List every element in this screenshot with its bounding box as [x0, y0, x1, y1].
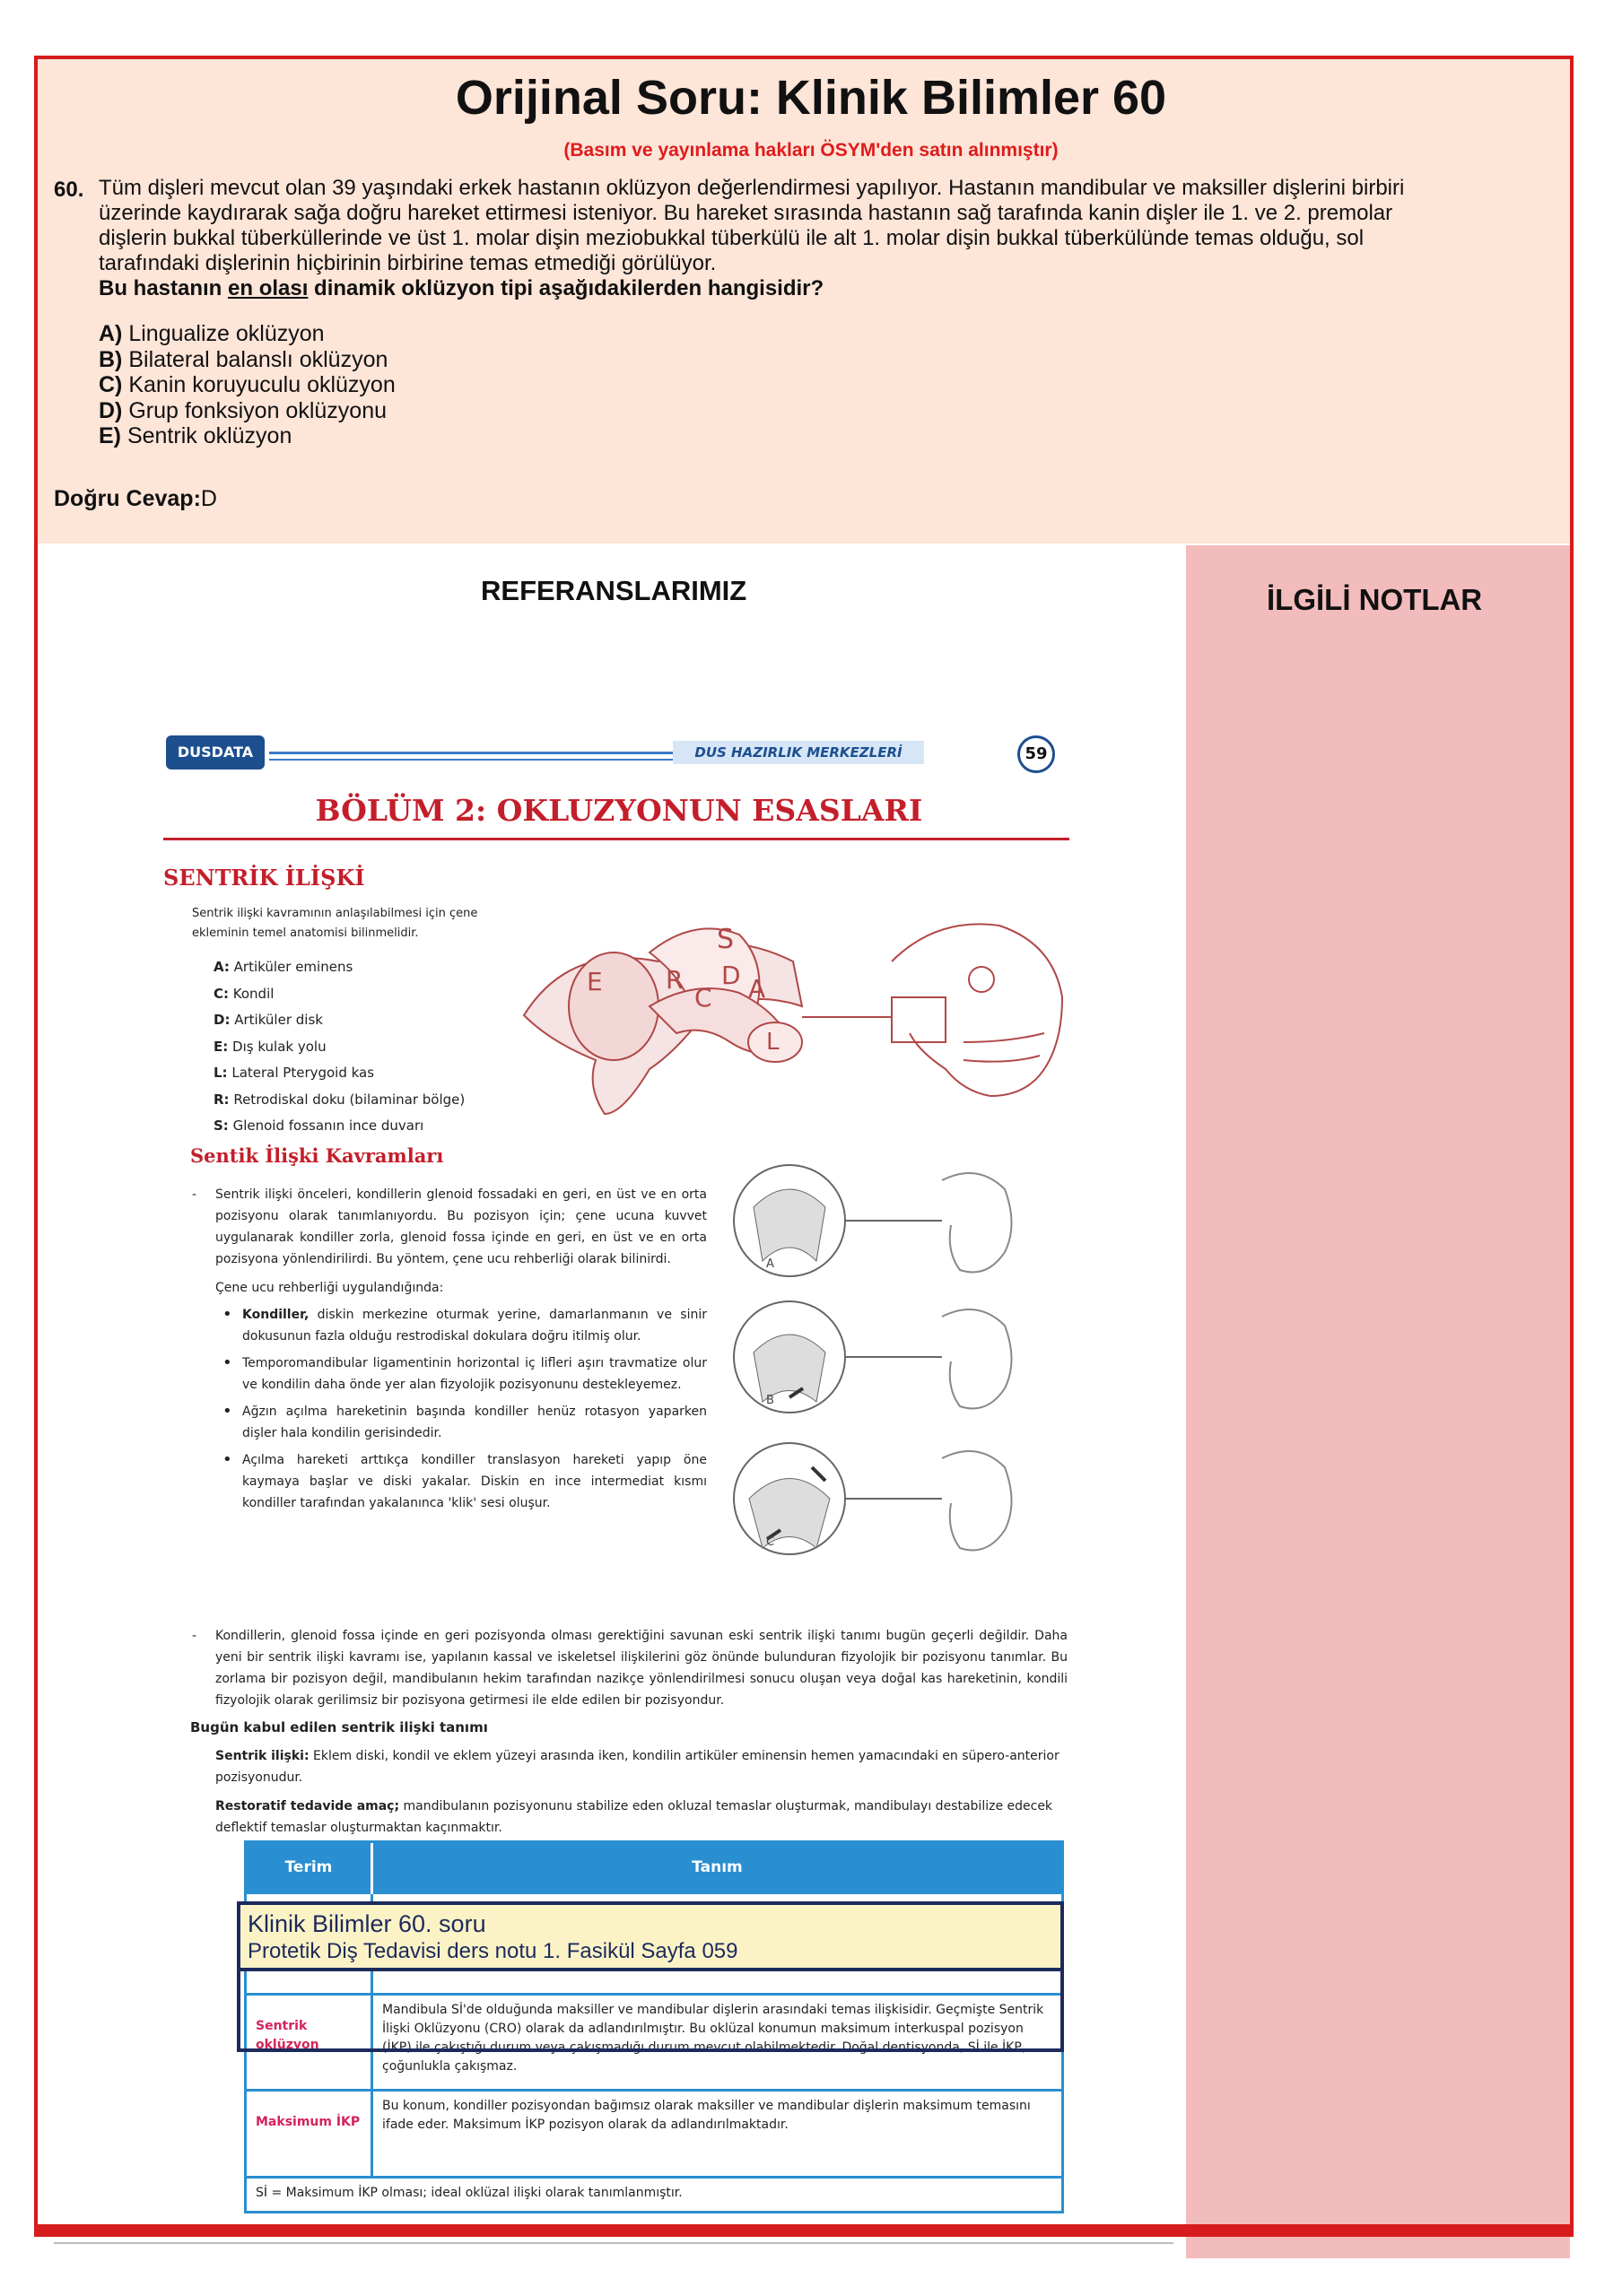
- definition: Restoratif tedavide amaç; mandibulanın pozisyonunu stabilize eden okluzal temaslar oluşturmak, mandibulayı destabilize edecek deflektif temaslar oluşturmaktan kaçınmaktır.: [215, 1799, 1053, 1835]
- chapter-rule: [163, 838, 1069, 840]
- diagram-letter: S: [717, 924, 735, 955]
- anatomy-legend: [214, 954, 465, 1140]
- question-text: Tüm dişleri mevcut olan 39 yaşındaki erkek hastanın oklüzyon değerlendirmesi yapılıyor. Hastanın mandibular ve maksiller dişlerini birbiri üzerinde kaydırarak sağa doğru hareket ettirmesi isteniyor. Bu hareket sırasında hastanın sağ tarafında kanin dişler ile 1. ve 2. premolar dişlerin bukkal tüberküllerinde ve üst 1. molar dişin meziobukkal tüberkülü ile alt 1. molar dişin bukkal tüberkülünde temas olduğu, sol tarafındaki dişlerinin hiçbirinin birbirine temas etmediği görülüyor.: [99, 176, 1405, 275]
- intro-text: Sentrik ilişki kavramının anlaşılabilmesi için çene ekleminin temel anatomisi bilinmelidir.: [192, 907, 478, 940]
- definition-cell: Mandibula Sİ'de olduğunda maksiller ve mandibular dişlerin arasındaki temas ilişkisidir. Geçmişte Sentrik İlişki Oklüzyonu (CRO) olarak da adlandırılmıştır. Bu oklüzal konumun maksimum interkuspal pozisyon (İKP) ile çakıştığı durum veya çakışmadığı durum mevcut olabilmektedir. Doğal dentisyonda, Sİ ile İKP, çoğunlukla çakışmaz.: [372, 1995, 1062, 2091]
- legend-item: R: Retrodiskal doku (bilaminar bölge): [214, 1091, 466, 1108]
- option-c: C) Kanin koruyuculu oklüzyon: [99, 372, 396, 397]
- bullet-item: • Kondiller, diskin merkezine oturmak yerine, damarlanmanın ve sinir dokusunun fazla olduğu restrodiskal dokulara doğru itilmiş olur.: [215, 1304, 707, 1347]
- subsection-heading: Sentik İlişki Kavramları: [190, 1144, 444, 1167]
- correct-answer: Doğru Cevap:D: [54, 486, 217, 511]
- section-heading: SENTRİK İLİŞKİ: [163, 865, 365, 891]
- table-note: Sİ = Maksimum İKP olması; ideal oklüzal ilişki olarak tanımlanmıştır.: [247, 2178, 1061, 2212]
- figure-label: A: [766, 1257, 774, 1271]
- answer-options: [99, 321, 396, 449]
- bullet-item: • Temporomandibular ligamentinin horizontal iç lifleri aşırı travmatize olur ve kondilin daha önde yer alan fizyolojik pozisyonunu destekleyemez.: [215, 1352, 707, 1396]
- term-cell: Sentrik oklüzyon: [247, 1995, 372, 2091]
- legend-item: D: Artiküler disk: [214, 1012, 323, 1028]
- callout-highlight: [237, 1970, 1064, 2052]
- callout-source: Protetik Diş Tedavisi ders notu 1. Fasikül Sayfa 059: [248, 1939, 738, 1963]
- question-prompt: Bu hastanın en olası dinamik oklüzyon tipi aşağıdakilerden hangisidir?: [99, 276, 824, 300]
- bullet-item: • Ağzın açılma hareketinin başında kondiller henüz rotasyon yaparken dişler hala kondilin gerisindedir.: [215, 1401, 707, 1444]
- publisher-logo: DUSDATA: [166, 735, 265, 770]
- paragraph: - Sentrik ilişki önceleri, kondillerin glenoid fossadaki en geri, en üst ve en orta pozisyonu olarak tanımlanıyordu. Bu pozisyon için; çene ucuna kuvvet uygulanarak kondiller zorla, glenoid fossa içinde en geri, en üst ve en orta pozisyona yönlendirilirdi. Bu yöntem, çene ucu rehberliği olarak bilinirdi.: [215, 1184, 707, 1270]
- legend-item: C: Kondil: [214, 985, 275, 1002]
- option-a: A) Lingualize oklüzyon: [99, 321, 325, 346]
- definition-heading: Bugün kabul edilen sentrik ilişki tanımı: [190, 1719, 488, 1735]
- table-row: [247, 2091, 1061, 2178]
- diagram-letter: L: [766, 1029, 780, 1056]
- option-b: B) Bilateral balanslı oklüzyon: [99, 346, 388, 372]
- notes-heading: İLGİLİ NOTLAR: [1267, 583, 1483, 616]
- page-number: 59: [1017, 735, 1055, 773]
- concepts-text: [215, 1184, 707, 1514]
- definition-block: [190, 1717, 1068, 1846]
- chapter-title: BÖLÜM 2: OKLUZYONUN ESASLARI: [315, 793, 923, 828]
- paragraph: Çene ucu rehberliği uygulandığında:: [215, 1281, 444, 1295]
- diagram-letter: D: [721, 961, 741, 990]
- definition: Sentrik ilişki: Eklem diski, kondil ve eklem yüzeyi arasında iken, kondilin artiküler eminensin hemen yamacındaki en süpero-anterior pozisyonudur.: [215, 1749, 1060, 1785]
- option-e: E) Sentrik oklüzyon: [99, 423, 292, 448]
- term-cell: Maksimum İKP: [247, 2091, 372, 2178]
- callout-title: Klinik Bilimler 60. soru: [248, 1910, 486, 1937]
- legend-item: S: Glenoid fossanın ince duvarı: [214, 1118, 424, 1134]
- emphasis: en olası: [228, 276, 309, 300]
- diagram-letter: E: [587, 967, 603, 996]
- copyright-notice: (Basım ve yayınlama hakları ÖSYM'den satın alınmıştır): [563, 140, 1059, 161]
- paragraph: - Kondillerin, glenoid fossa içinde en geri pozisyonda olması gerektiğini savunan eski sentrik ilişki tanımı bugün geçerli değildir. Daha yeni bir sentrik ilişki kavramı ise, yapılanın kassal ve iskeletsel ilişkilerini göz önünde bulunduran fizyolojik bir pozisyonu tanımlar. Bu zorlama bir pozisyon değil, mandibulanın hekim tarafından nazikçe yönlendirilmesi sonucu oluşan veya doğal kas hareketinin, kondili fizyolojik olarak gerilimsiz bir pozisyona getirmesi ile elde edilen bir pozisyondur.: [215, 1625, 1068, 1711]
- concepts-text: [215, 1625, 1068, 1711]
- tmj-anatomy-illustration: [515, 908, 1071, 1123]
- reference-callout: [237, 1901, 1064, 1971]
- header-label: DUS HAZIRLIK MERKEZLERİ: [673, 741, 924, 764]
- page-title: Orijinal Soru: Klinik Bilimler 60: [455, 71, 1167, 125]
- references-heading: REFERANSLARIMIZ: [481, 575, 747, 606]
- table-row: [247, 2178, 1061, 2212]
- footer-bar: [34, 2224, 1574, 2237]
- question-number: 60.: [54, 178, 84, 202]
- legend-item: E: Dış kulak yolu: [214, 1038, 327, 1055]
- table-header: Tanım: [372, 1843, 1062, 1893]
- figure-label: C: [766, 1535, 775, 1549]
- figure-label: B: [766, 1394, 774, 1407]
- legend-item: L: Lateral Pterygoid kas: [214, 1065, 375, 1081]
- table-header: Terim: [247, 1843, 372, 1893]
- footer-rule: [54, 2242, 1173, 2244]
- diagram-letter: C: [694, 983, 712, 1013]
- legend-item: A: Artiküler eminens: [214, 959, 353, 975]
- diagram-letter: A: [748, 974, 766, 1004]
- option-d: D) Grup fonksiyon oklüzyonu: [99, 397, 387, 423]
- diagram-letter: R: [666, 965, 684, 995]
- definition-cell: Bu konum, kondiller pozisyondan bağımsız olarak maksiller ve mandibular dişlerin maksimum temasını ifade eder. Maksimum İKP pozisyon olarak da adlandırılmaktadır.: [372, 2091, 1062, 2178]
- bullet-item: • Açılma hareketi arttıkça kondiller translasyon hareketi yapıp öne kaymaya başlar ve diski yakalar. Diskin en ince intermediat kısmı kondiller tarafından yakalanınca 'klik' sesi oluşur.: [215, 1449, 707, 1514]
